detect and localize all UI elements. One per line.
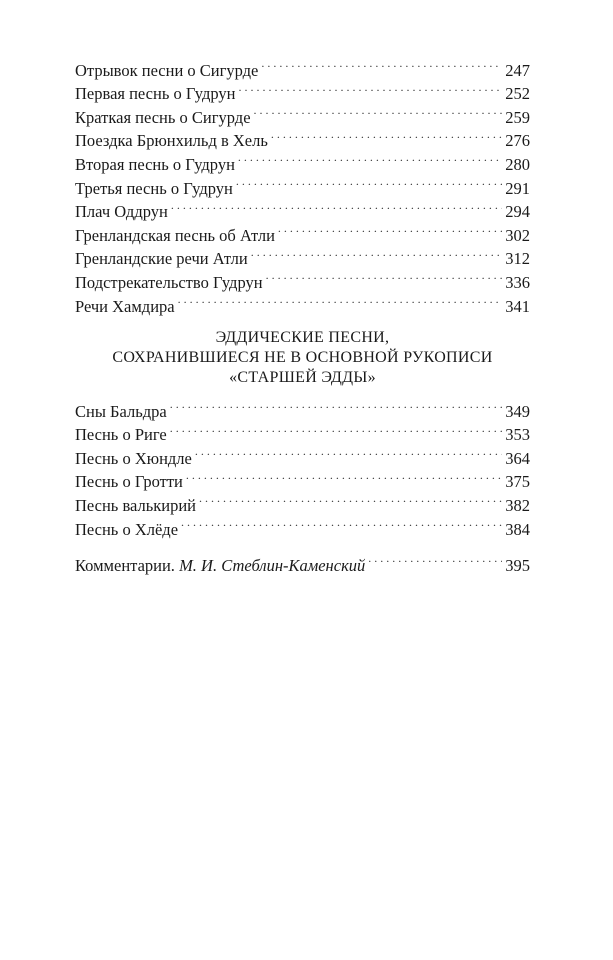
toc-entry-title: Третья песнь о Гудрун <box>75 178 233 198</box>
toc-leader-dots <box>170 417 503 441</box>
toc-entry-title: Песнь валькирий <box>75 495 197 515</box>
section-heading-line: ЭДДИЧЕСКИЕ ПЕСНИ, <box>215 329 390 346</box>
toc-entry-title: Сны Бальдра <box>75 401 167 421</box>
toc-entry-title: Песнь о Хлёде <box>75 519 179 539</box>
toc-entry-page: 336 <box>505 272 530 292</box>
toc-leader-dots <box>278 217 502 241</box>
toc-leader-dots <box>236 170 502 194</box>
toc-entry-title: Первая песнь о Гудрун <box>75 84 236 104</box>
toc-entry-title: Краткая песнь о Сигурде <box>75 107 251 127</box>
toc-entry-page: 294 <box>505 202 530 222</box>
toc-entry-title: Отрывок песни о Сигурде <box>75 60 259 80</box>
toc-list-additional <box>75 393 530 539</box>
toc-entry-title: Вторая песнь о Гудрун <box>75 154 235 174</box>
toc-leader-dots <box>195 440 502 464</box>
toc-entry-page: 349 <box>505 401 530 421</box>
toc-entry-page: 252 <box>505 84 530 104</box>
toc-entry-page: 395 <box>505 555 530 575</box>
toc-entry-page: 276 <box>505 131 530 151</box>
toc-entry-title: Песнь о Хюндле <box>75 448 192 468</box>
toc-entry-title: Подстрекательство Гудрун <box>75 272 263 292</box>
toc-entry-title: Песнь о Гротти <box>75 472 183 492</box>
section-heading <box>75 328 530 388</box>
toc-leader-dots <box>238 146 502 170</box>
toc-entry-page: 341 <box>505 296 530 316</box>
toc-entry-title: Песнь о Риге <box>75 425 167 445</box>
toc-entry-title: Гренландская песнь об Атли <box>75 225 275 245</box>
toc-entry-commentary <box>75 547 530 575</box>
toc-entry <box>75 393 530 421</box>
toc-entry-page: 375 <box>505 472 530 492</box>
toc-leader-dots <box>170 393 503 417</box>
toc-entry <box>75 52 530 80</box>
toc-list-main <box>75 52 530 316</box>
section-heading-line: «СТАРШЕЙ ЭДДЫ» <box>229 369 376 386</box>
toc-leader-dots <box>199 487 502 511</box>
toc-leader-dots <box>181 511 502 535</box>
toc-entry-page: 291 <box>505 178 530 198</box>
toc-entry-page: 247 <box>505 60 530 80</box>
toc-entry-page: 382 <box>505 495 530 515</box>
toc-entry-title: Гренландские речи Атли <box>75 249 248 269</box>
toc-entry-page: 280 <box>505 154 530 174</box>
toc-entry-title: Плач Оддрун <box>75 202 168 222</box>
toc-leader-dots <box>186 464 502 488</box>
section-heading-line: СОХРАНИВШИЕСЯ НЕ В ОСНОВНОЙ РУКОПИСИ <box>112 349 493 366</box>
toc-leader-dots <box>254 99 503 123</box>
toc-entry-page: 353 <box>505 425 530 445</box>
commentary-label: Комментарии. <box>75 555 175 575</box>
toc-leader-dots <box>251 241 503 265</box>
toc-entry-title: Поездка Брюнхильд в Хель <box>75 131 268 151</box>
toc-leader-dots <box>266 264 503 288</box>
toc-leader-dots <box>238 76 502 100</box>
toc-leader-dots <box>261 52 502 76</box>
toc-entry-title <box>75 554 365 578</box>
toc-entry-page: 312 <box>505 249 530 269</box>
toc-entry-page: 384 <box>505 519 530 539</box>
commentary-author: М. И. Стеблин-Каменский <box>179 555 366 575</box>
toc-leader-dots <box>271 123 502 147</box>
toc-leader-dots <box>171 194 502 218</box>
toc-entry-title: Речи Хамдира <box>75 296 175 316</box>
toc-entry-page: 364 <box>505 448 530 468</box>
toc-leader-dots <box>368 547 502 571</box>
toc-list-commentary <box>75 547 530 575</box>
toc-entry-page: 259 <box>505 107 530 127</box>
toc-leader-dots <box>178 288 503 312</box>
toc-entry-page: 302 <box>505 225 530 245</box>
